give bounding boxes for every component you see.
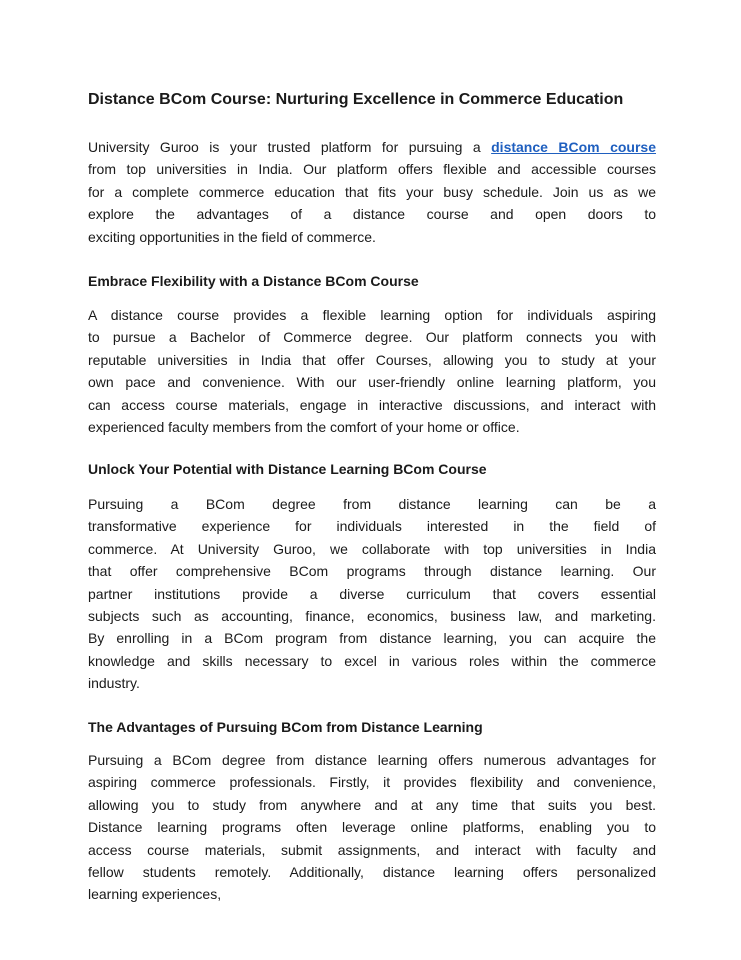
paragraph-line: can access course materials, engage in interactive discussions, and interact with [88, 396, 656, 413]
section-paragraph [88, 493, 656, 695]
paragraph-line: access course materials, submit assignments, and interact with faculty and [88, 841, 656, 858]
paragraph-line: explore the advantages of a distance course and open doors to [88, 206, 656, 223]
paragraph-line: partner institutions provide a diverse curriculum that covers essential [88, 585, 656, 602]
section-heading: Embrace Flexibility with a Distance BCom Course [88, 273, 419, 289]
paragraph-line: reputable universities in India that offer Courses, allowing you to study at your [88, 351, 656, 368]
intro-text: University Guroo is your trusted platform for pursuing a [88, 139, 492, 155]
paragraph-line: A distance course provides a flexible learning option for individuals aspiring [88, 307, 656, 323]
distance-bcom-course-link[interactable]: distance BCom course [491, 139, 656, 155]
paragraph-line: own pace and convenience. With our user-friendly online learning platform, you [88, 374, 656, 391]
paragraph-line: from top universities in India. Our platform offers flexible and accessible courses [88, 161, 656, 178]
section-paragraph [88, 749, 656, 906]
paragraph-line: knowledge and skills necessary to excel in various roles within the commerce [88, 652, 656, 669]
paragraph-line: to pursue a Bachelor of Commerce degree. Our platform connects you with [88, 329, 656, 346]
paragraph-line: aspiring commerce professionals. Firstly, it provides flexibility and convenience, [88, 774, 656, 791]
section-paragraph [88, 304, 656, 438]
paragraph-line [88, 136, 656, 158]
paragraph-line: subjects such as accounting, finance, economics, business law, and marketing. [88, 607, 656, 624]
paragraph-line: transformative experience for individuals interested in the field of [88, 518, 656, 535]
paragraph-line: fellow students remotely. Additionally, distance learning offers personalized [88, 863, 656, 880]
paragraph-line: that offer comprehensive BCom programs through distance learning. Our [88, 563, 656, 580]
paragraph-line: allowing you to study from anywhere and at any time that suits you best. [88, 796, 656, 813]
page-title: Distance BCom Course: Nurturing Excellence in Commerce Education [88, 91, 624, 108]
paragraph-line: Distance learning programs often leverage online platforms, enabling you to [88, 819, 656, 836]
paragraph-line: exciting opportunities in the field of commerce. [88, 228, 376, 245]
paragraph-line: experienced faculty members from the comfort of your home or office. [88, 418, 520, 435]
paragraph-line: industry. [88, 675, 140, 692]
intro-paragraph [88, 136, 656, 248]
paragraph-line: learning experiences, [88, 886, 222, 903]
paragraph-line: commerce. At University Guroo, we collaborate with top universities in India [88, 540, 656, 557]
paragraph-line: Pursuing a BCom degree from distance learning offers numerous advantages for [88, 752, 656, 768]
section-heading: The Advantages of Pursuing BCom from Distance Learning [88, 719, 483, 735]
paragraph-line: By enrolling in a BCom program from distance learning, you can acquire the [88, 630, 656, 647]
paragraph-line: Pursuing a BCom degree from distance learning can be a [88, 496, 656, 512]
section-heading: Unlock Your Potential with Distance Learning BCom Course [88, 461, 487, 477]
paragraph-line: for a complete commerce education that fits your busy schedule. Join us as we [88, 183, 656, 200]
